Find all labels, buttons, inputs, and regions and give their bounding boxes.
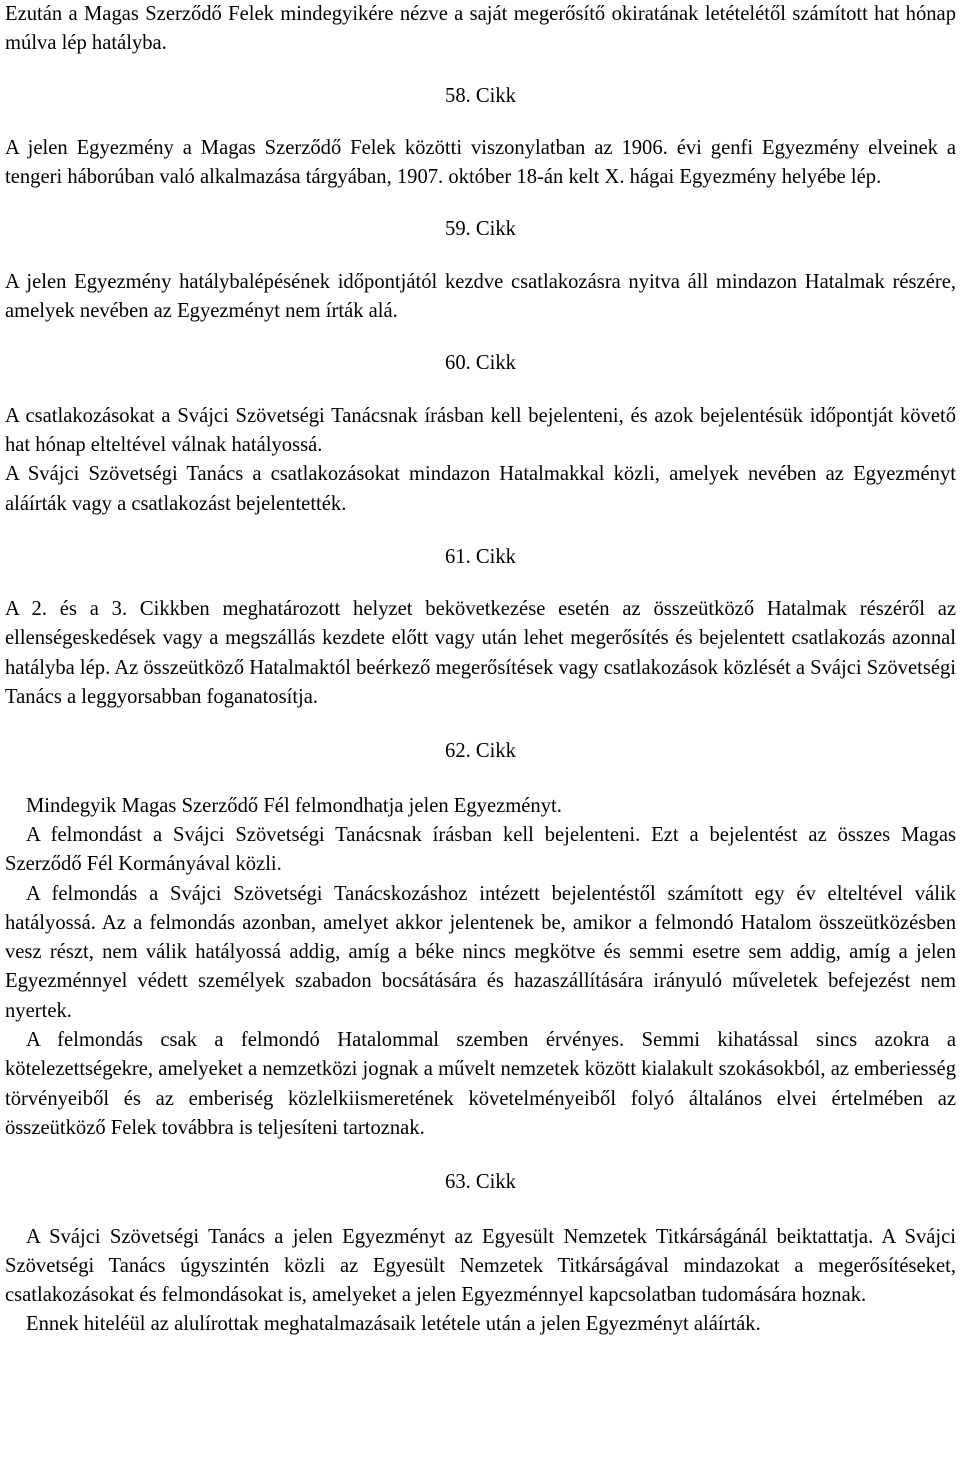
article-62-paragraph-3: A felmondás a Svájci Szövetségi Tanácskozáshoz intézett bejelentéstől számított egy év elteltével válik hatályossá. Az a felmondás azonban, amelyet akkor jelentenek be, amikor a felmondó Hatalom összeütközésben vesz részt, nem válik hatályossá addig, amíg a béke nincs megkötve és semmi esetre sem addig, amíg a jelen Egyezménnyel védett személyek szabadon bocsátására és hazaszállítására irányuló műveletek befejezést nem nyertek.	[5, 882, 956, 1022]
article-63-paragraph-1: A Svájci Szövetségi Tanács a jelen Egyezményt az Egyesült Nemzetek Titkárságánál beiktattatja. A Svájci Szövetségi Tanács úgyszintén közli az Egyesült Nemzetek Titkárságával mindazokat a megerősítéseket, csatlakozásokat és felmondásokat is, amelyeket a jelen Egyezménnyel kapcsolatban tudomására hoznak.	[5, 1225, 956, 1307]
article-61-paragraph: A 2. és a 3. Cikkben meghatározott helyzet bekövetkezése esetén az összeütköző Hatalmak részéről az ellenségeskedések vagy a megszállás kezdete előtt vagy után lehet megerősítés és bejelentett csatlakozás azonnal hatályba lép. Az összeütköző Hatalmaktól beérkező megerősítések vagy csatlakozások közlését a Svájci Szövetségi Tanács a leggyorsabban foganatosítja.	[5, 598, 956, 709]
article-62-paragraph-2: A felmondást a Svájci Szövetségi Tanácsnak írásban kell bejelenteni. Ezt a bejelentést az összes Magas Szerződő Fél Kormányával közli.	[5, 823, 956, 876]
intro-paragraph: Ezután a Magas Szerződő Felek mindegyikére nézve a saját megerősítő okiratának letételétől számított hat hónap múlva lép hatályba.	[5, 3, 956, 55]
article-60-paragraph-1: A csatlakozásokat a Svájci Szövetségi Tanácsnak írásban kell bejelenteni, és azok bejelentésük időpontját követő hat hónap elteltével válnak hatályossá.	[5, 404, 956, 456]
article-59-heading: 59. Cikk	[445, 218, 516, 241]
article-63-paragraph-2: Ennek hiteléül az alulírottak meghatalmazásaik letétele után a jelen Egyezményt aláírták.	[26, 1313, 761, 1336]
article-62-paragraph-1: Mindegyik Magas Szerződő Fél felmondhatja jelen Egyezményt.	[26, 794, 562, 817]
article-61-heading: 61. Cikk	[445, 545, 516, 568]
article-59-paragraph: A jelen Egyezmény hatálybalépésének időpontjától kezdve csatlakozásra nyitva áll mindazon Hatalmak részére, amelyek nevében az Egyezményt nem írták alá.	[5, 270, 956, 323]
article-58-heading: 58. Cikk	[445, 84, 516, 107]
article-58-paragraph: A jelen Egyezmény a Magas Szerződő Felek közötti viszonylatban az 1906. évi genfi Egyezmény elveinek a tengeri háborúban való alkalmazása tárgyában, 1907. október 18-án kelt X. hágai Egyezmény helyébe lép.	[5, 136, 956, 189]
article-60-paragraph-2: A Svájci Szövetségi Tanács a csatlakozásokat mindazon Hatalmakkal közli, amelyek nevében az Egyezményt aláírták vagy a csatlakozást bejelentették.	[5, 463, 956, 515]
article-62-heading: 62. Cikk	[445, 740, 516, 763]
article-62-paragraph-4: A felmondás csak a felmondó Hatalommal szemben érvényes. Semmi kihatással sincs azokra a kötelezettségekre, amelyeket a nemzetközi jognak a művelt nemzetek között kialakult szokásokból, az emberiesség törvényeiből és az emberiség közlelkiismeretének követelményeiből folyó általános elvei értelmében az összeütköző Felek továbbra is teljesíteni tartoznak.	[5, 1029, 956, 1139]
article-63-heading: 63. Cikk	[445, 1171, 516, 1194]
document-page	[5, 0, 956, 1340]
article-60-heading: 60. Cikk	[445, 352, 516, 375]
